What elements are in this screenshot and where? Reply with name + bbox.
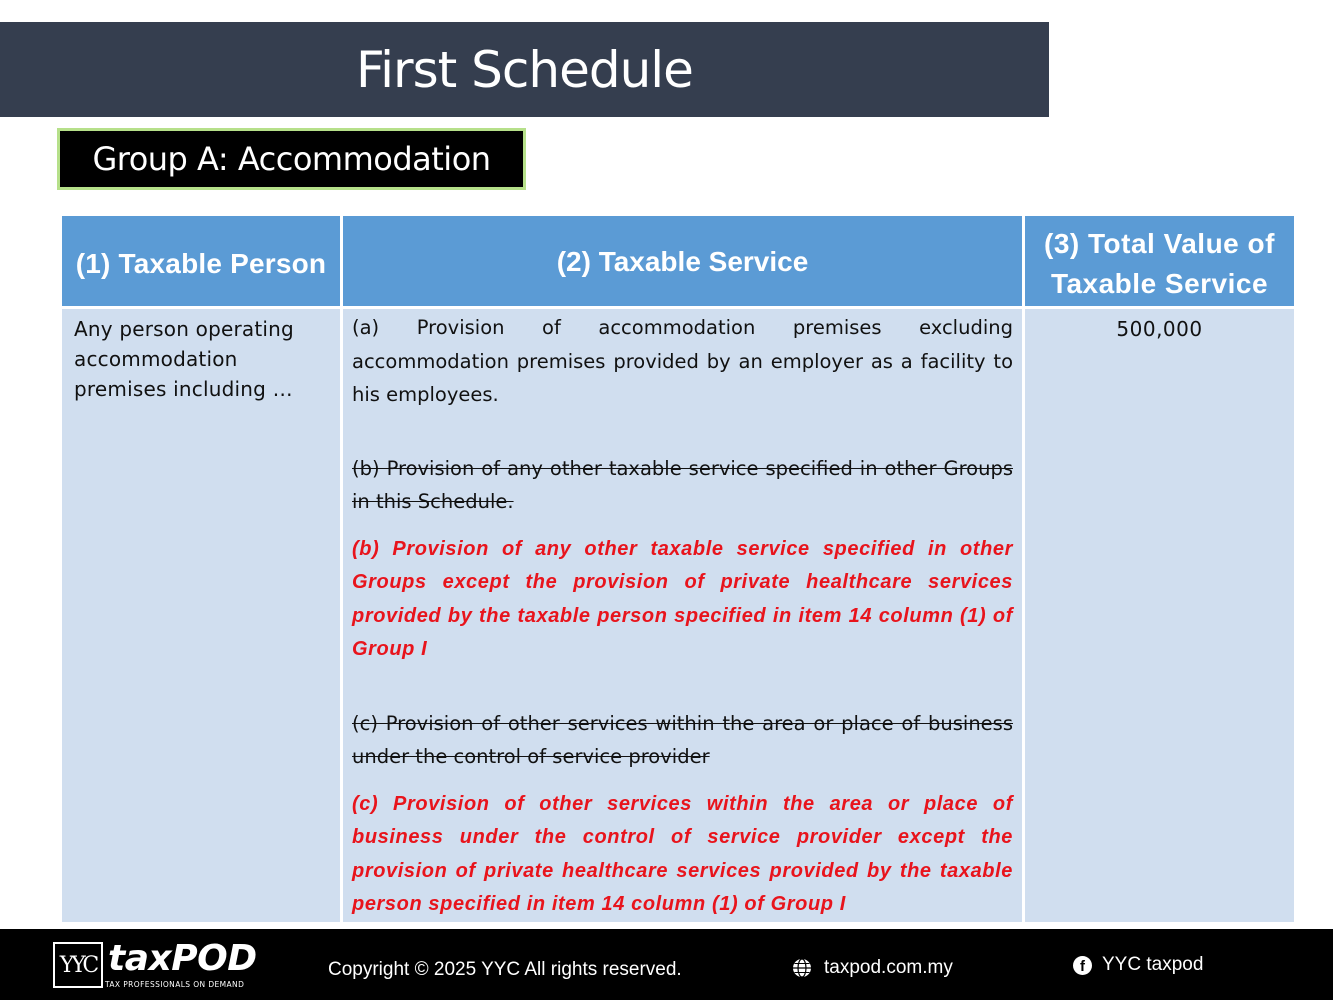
table-row [61,308,1296,924]
title-bar [0,22,1049,117]
service-item-a: (a) Provision of accommodation premises excluding accommodation premises provided by an employer as a facility to his employees. [352,316,1013,406]
copyright-text: Copyright © 2025 YYC All rights reserved. [328,959,682,980]
facebook-link[interactable] [1073,954,1203,976]
total-value-cell: 500,000 [1024,308,1296,924]
taxable-person-cell: Any person operating accommodation premises including … [61,308,342,924]
globe-icon [792,958,812,978]
column-header-taxable-person: (1) Taxable Person [61,215,342,308]
logo-tagline: TAX PROFESSIONALS ON DEMAND [105,980,245,989]
website-text: taxpod.com.my [824,957,953,978]
page-title: First Schedule [356,40,693,99]
service-item-b-amended: (b) Provision of any other taxable service specified in other Groups except the provision of private healthcare services provided by the taxable person specified in item 14 column (1) of Group I [352,537,1013,660]
table-header-row [61,215,1296,308]
footer [0,929,1333,1000]
facebook-text: YYC taxpod [1102,954,1204,975]
schedule-table [59,213,1297,925]
column-header-total-value: (3) Total Value of Taxable Service [1024,215,1296,308]
logo-mark: YYC [53,942,103,988]
service-item-c-amended: (c) Provision of other services within the area or place of business under the control of service provider except the provision of private healthcare services provided by the taxable person specified in item 14 column (1) of Group I [352,792,1013,915]
column-header-taxable-service: (2) Taxable Service [342,215,1024,308]
service-item-c-deleted: (c) Provision of other services within the area or place of business under the control of service provider [352,711,1013,768]
taxpod-logo[interactable] [53,938,257,990]
facebook-icon: f [1073,956,1092,975]
group-label: Group A: Accommodation [57,128,526,190]
service-item-b-deleted: (b) Provision of any other taxable service specified in other Groups in this Schedule. [352,456,1013,513]
logo-wordmark: taxPOD [108,938,257,979]
website-link[interactable] [792,957,953,979]
taxable-service-cell [342,308,1024,924]
